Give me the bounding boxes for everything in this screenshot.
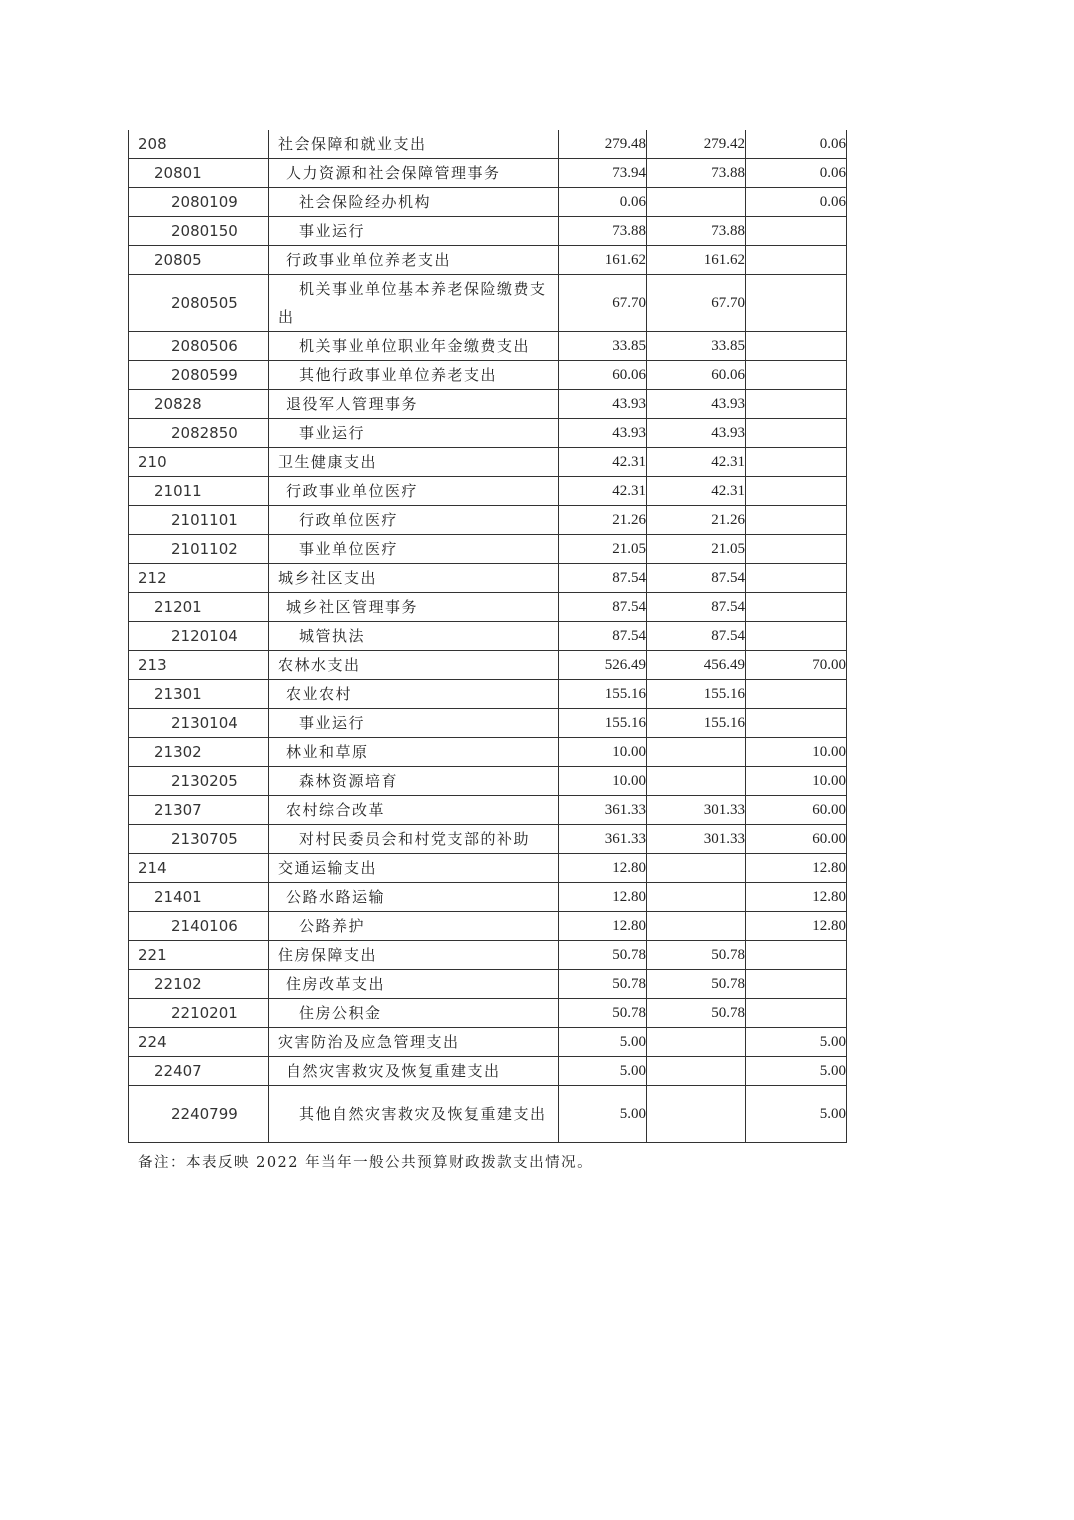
basic-expenditure-cell: 33.85	[647, 332, 746, 361]
total-amount-cell: 87.54	[559, 593, 647, 622]
subject-code-cell: 2101101	[129, 506, 269, 535]
basic-expenditure-cell	[647, 854, 746, 883]
basic-expenditure-cell: 60.06	[647, 361, 746, 390]
total-amount-cell: 5.00	[559, 1028, 647, 1057]
subject-name-cell: 事业单位医疗	[269, 535, 559, 564]
subject-name-cell: 对村民委员会和村党支部的补助	[269, 825, 559, 854]
subject-name-cell: 城乡社区支出	[269, 564, 559, 593]
total-amount-cell: 5.00	[559, 1057, 647, 1086]
subject-code-cell: 2130705	[129, 825, 269, 854]
project-expenditure-cell: 0.06	[746, 130, 847, 159]
table-row	[129, 651, 847, 680]
basic-expenditure-cell: 161.62	[647, 246, 746, 275]
subject-code-cell: 21302	[129, 738, 269, 767]
table-row	[129, 1086, 847, 1143]
basic-expenditure-cell: 87.54	[647, 564, 746, 593]
basic-expenditure-cell: 21.05	[647, 535, 746, 564]
table-row	[129, 477, 847, 506]
subject-code-cell: 20828	[129, 390, 269, 419]
project-expenditure-cell	[746, 217, 847, 246]
subject-code-cell: 2080599	[129, 361, 269, 390]
subject-code-cell: 2130104	[129, 709, 269, 738]
table-row	[129, 970, 847, 999]
project-expenditure-cell: 5.00	[746, 1028, 847, 1057]
subject-name-cell: 事业运行	[269, 709, 559, 738]
table-row	[129, 564, 847, 593]
total-amount-cell: 50.78	[559, 941, 647, 970]
table-row	[129, 246, 847, 275]
table-row	[129, 361, 847, 390]
table-row	[129, 622, 847, 651]
basic-expenditure-cell: 456.49	[647, 651, 746, 680]
table-row	[129, 1057, 847, 1086]
subject-code-cell: 2210201	[129, 999, 269, 1028]
table-row	[129, 217, 847, 246]
subject-name-cell: 机关事业单位职业年金缴费支出	[269, 332, 559, 361]
subject-code-cell: 208	[129, 130, 269, 159]
table-row	[129, 448, 847, 477]
total-amount-cell: 12.80	[559, 883, 647, 912]
project-expenditure-cell	[746, 246, 847, 275]
basic-expenditure-cell: 43.93	[647, 419, 746, 448]
subject-name-cell: 公路养护	[269, 912, 559, 941]
table-row	[129, 767, 847, 796]
subject-name-cell: 林业和草原	[269, 738, 559, 767]
subject-name-cell: 城管执法	[269, 622, 559, 651]
project-expenditure-cell	[746, 564, 847, 593]
basic-expenditure-cell: 155.16	[647, 709, 746, 738]
project-expenditure-cell	[746, 535, 847, 564]
table-row	[129, 825, 847, 854]
table-row	[129, 506, 847, 535]
basic-expenditure-cell	[647, 1086, 746, 1143]
subject-name-cell: 人力资源和社会保障管理事务	[269, 159, 559, 188]
subject-code-cell: 2240799	[129, 1086, 269, 1143]
project-expenditure-cell	[746, 709, 847, 738]
table-row	[129, 130, 847, 159]
subject-code-cell: 21011	[129, 477, 269, 506]
total-amount-cell: 43.93	[559, 419, 647, 448]
subject-code-cell: 212	[129, 564, 269, 593]
total-amount-cell: 60.06	[559, 361, 647, 390]
table-row	[129, 535, 847, 564]
total-amount-cell: 161.62	[559, 246, 647, 275]
table-row	[129, 883, 847, 912]
basic-expenditure-cell: 50.78	[647, 941, 746, 970]
subject-code-cell: 221	[129, 941, 269, 970]
basic-expenditure-cell: 42.31	[647, 477, 746, 506]
expenditure-table	[128, 130, 847, 1143]
subject-name-cell: 森林资源培育	[269, 767, 559, 796]
subject-name-cell: 自然灾害救灾及恢复重建支出	[269, 1057, 559, 1086]
total-amount-cell: 361.33	[559, 825, 647, 854]
project-expenditure-cell	[746, 622, 847, 651]
subject-name-cell: 事业运行	[269, 419, 559, 448]
subject-name-cell: 行政事业单位医疗	[269, 477, 559, 506]
basic-expenditure-cell: 87.54	[647, 593, 746, 622]
subject-code-cell: 213	[129, 651, 269, 680]
table-row	[129, 1028, 847, 1057]
basic-expenditure-cell: 73.88	[647, 217, 746, 246]
project-expenditure-cell	[746, 999, 847, 1028]
subject-name-cell: 住房公积金	[269, 999, 559, 1028]
basic-expenditure-cell	[647, 738, 746, 767]
subject-code-cell: 2120104	[129, 622, 269, 651]
subject-code-cell: 2140106	[129, 912, 269, 941]
total-amount-cell: 43.93	[559, 390, 647, 419]
project-expenditure-cell	[746, 970, 847, 999]
project-expenditure-cell	[746, 275, 847, 332]
subject-name-cell: 公路水路运输	[269, 883, 559, 912]
basic-expenditure-cell	[647, 1057, 746, 1086]
total-amount-cell: 279.48	[559, 130, 647, 159]
basic-expenditure-cell	[647, 883, 746, 912]
total-amount-cell: 73.88	[559, 217, 647, 246]
subject-code-cell: 2080505	[129, 275, 269, 332]
total-amount-cell: 87.54	[559, 564, 647, 593]
subject-code-cell: 21307	[129, 796, 269, 825]
project-expenditure-cell	[746, 390, 847, 419]
project-expenditure-cell	[746, 941, 847, 970]
project-expenditure-cell	[746, 332, 847, 361]
project-expenditure-cell	[746, 448, 847, 477]
project-expenditure-cell: 12.80	[746, 854, 847, 883]
subject-name-cell: 机关事业单位基本养老保险缴费支出	[269, 275, 559, 332]
project-expenditure-cell: 60.00	[746, 825, 847, 854]
basic-expenditure-cell	[647, 1028, 746, 1057]
subject-name-cell: 其他自然灾害救灾及恢复重建支出	[269, 1086, 559, 1143]
project-expenditure-cell	[746, 506, 847, 535]
project-expenditure-cell	[746, 477, 847, 506]
total-amount-cell: 67.70	[559, 275, 647, 332]
total-amount-cell: 155.16	[559, 709, 647, 738]
total-amount-cell: 10.00	[559, 767, 647, 796]
subject-name-cell: 城乡社区管理事务	[269, 593, 559, 622]
total-amount-cell: 12.80	[559, 854, 647, 883]
total-amount-cell: 50.78	[559, 970, 647, 999]
project-expenditure-cell: 12.80	[746, 883, 847, 912]
basic-expenditure-cell: 301.33	[647, 825, 746, 854]
total-amount-cell: 361.33	[559, 796, 647, 825]
total-amount-cell: 0.06	[559, 188, 647, 217]
basic-expenditure-cell: 43.93	[647, 390, 746, 419]
table-row	[129, 709, 847, 738]
total-amount-cell: 21.05	[559, 535, 647, 564]
expenditure-table-body	[129, 130, 847, 1143]
project-expenditure-cell	[746, 680, 847, 709]
subject-name-cell: 农业农村	[269, 680, 559, 709]
subject-name-cell: 卫生健康支出	[269, 448, 559, 477]
basic-expenditure-cell: 73.88	[647, 159, 746, 188]
total-amount-cell: 12.80	[559, 912, 647, 941]
total-amount-cell: 21.26	[559, 506, 647, 535]
total-amount-cell: 50.78	[559, 999, 647, 1028]
table-note: 备注：本表反映 2022 年当年一般公共预算财政拨款支出情况。	[138, 1155, 594, 1171]
table-row	[129, 796, 847, 825]
total-amount-cell: 10.00	[559, 738, 647, 767]
budget-table-container	[128, 130, 846, 1143]
subject-name-cell: 社会保障和就业支出	[269, 130, 559, 159]
table-row	[129, 854, 847, 883]
total-amount-cell: 155.16	[559, 680, 647, 709]
subject-name-cell: 事业运行	[269, 217, 559, 246]
subject-code-cell: 2080506	[129, 332, 269, 361]
project-expenditure-cell: 0.06	[746, 188, 847, 217]
project-expenditure-cell: 0.06	[746, 159, 847, 188]
basic-expenditure-cell	[647, 188, 746, 217]
table-row	[129, 159, 847, 188]
basic-expenditure-cell: 67.70	[647, 275, 746, 332]
basic-expenditure-cell: 279.42	[647, 130, 746, 159]
project-expenditure-cell: 10.00	[746, 738, 847, 767]
subject-code-cell: 210	[129, 448, 269, 477]
basic-expenditure-cell	[647, 912, 746, 941]
subject-name-cell: 行政事业单位养老支出	[269, 246, 559, 275]
project-expenditure-cell	[746, 419, 847, 448]
basic-expenditure-cell: 50.78	[647, 970, 746, 999]
project-expenditure-cell: 5.00	[746, 1057, 847, 1086]
project-expenditure-cell: 10.00	[746, 767, 847, 796]
subject-name-cell: 农林水支出	[269, 651, 559, 680]
subject-name-cell: 其他行政事业单位养老支出	[269, 361, 559, 390]
table-row	[129, 332, 847, 361]
subject-name-cell: 住房保障支出	[269, 941, 559, 970]
project-expenditure-cell	[746, 361, 847, 390]
project-expenditure-cell: 60.00	[746, 796, 847, 825]
subject-code-cell: 21301	[129, 680, 269, 709]
basic-expenditure-cell: 301.33	[647, 796, 746, 825]
project-expenditure-cell	[746, 593, 847, 622]
project-expenditure-cell: 5.00	[746, 1086, 847, 1143]
subject-name-cell: 农村综合改革	[269, 796, 559, 825]
subject-code-cell: 224	[129, 1028, 269, 1057]
total-amount-cell: 42.31	[559, 448, 647, 477]
table-row	[129, 188, 847, 217]
subject-code-cell: 22102	[129, 970, 269, 999]
subject-name-cell: 交通运输支出	[269, 854, 559, 883]
total-amount-cell: 87.54	[559, 622, 647, 651]
table-row	[129, 941, 847, 970]
subject-code-cell: 20801	[129, 159, 269, 188]
subject-code-cell: 2101102	[129, 535, 269, 564]
table-row	[129, 275, 847, 332]
basic-expenditure-cell: 50.78	[647, 999, 746, 1028]
basic-expenditure-cell: 155.16	[647, 680, 746, 709]
subject-name-cell: 社会保险经办机构	[269, 188, 559, 217]
table-row	[129, 738, 847, 767]
project-expenditure-cell: 70.00	[746, 651, 847, 680]
table-row	[129, 419, 847, 448]
basic-expenditure-cell: 42.31	[647, 448, 746, 477]
subject-name-cell: 灾害防治及应急管理支出	[269, 1028, 559, 1057]
table-row	[129, 390, 847, 419]
subject-code-cell: 20805	[129, 246, 269, 275]
total-amount-cell: 5.00	[559, 1086, 647, 1143]
subject-code-cell: 21401	[129, 883, 269, 912]
subject-name-cell: 退役军人管理事务	[269, 390, 559, 419]
subject-name-cell: 住房改革支出	[269, 970, 559, 999]
basic-expenditure-cell	[647, 767, 746, 796]
subject-code-cell: 2082850	[129, 419, 269, 448]
subject-code-cell: 2080150	[129, 217, 269, 246]
subject-code-cell: 214	[129, 854, 269, 883]
subject-code-cell: 2130205	[129, 767, 269, 796]
table-row	[129, 680, 847, 709]
table-row	[129, 999, 847, 1028]
basic-expenditure-cell: 21.26	[647, 506, 746, 535]
table-row	[129, 593, 847, 622]
subject-code-cell: 22407	[129, 1057, 269, 1086]
basic-expenditure-cell: 87.54	[647, 622, 746, 651]
project-expenditure-cell: 12.80	[746, 912, 847, 941]
subject-code-cell: 2080109	[129, 188, 269, 217]
table-row	[129, 912, 847, 941]
subject-code-cell: 21201	[129, 593, 269, 622]
total-amount-cell: 33.85	[559, 332, 647, 361]
subject-name-cell: 行政单位医疗	[269, 506, 559, 535]
total-amount-cell: 42.31	[559, 477, 647, 506]
total-amount-cell: 526.49	[559, 651, 647, 680]
total-amount-cell: 73.94	[559, 159, 647, 188]
